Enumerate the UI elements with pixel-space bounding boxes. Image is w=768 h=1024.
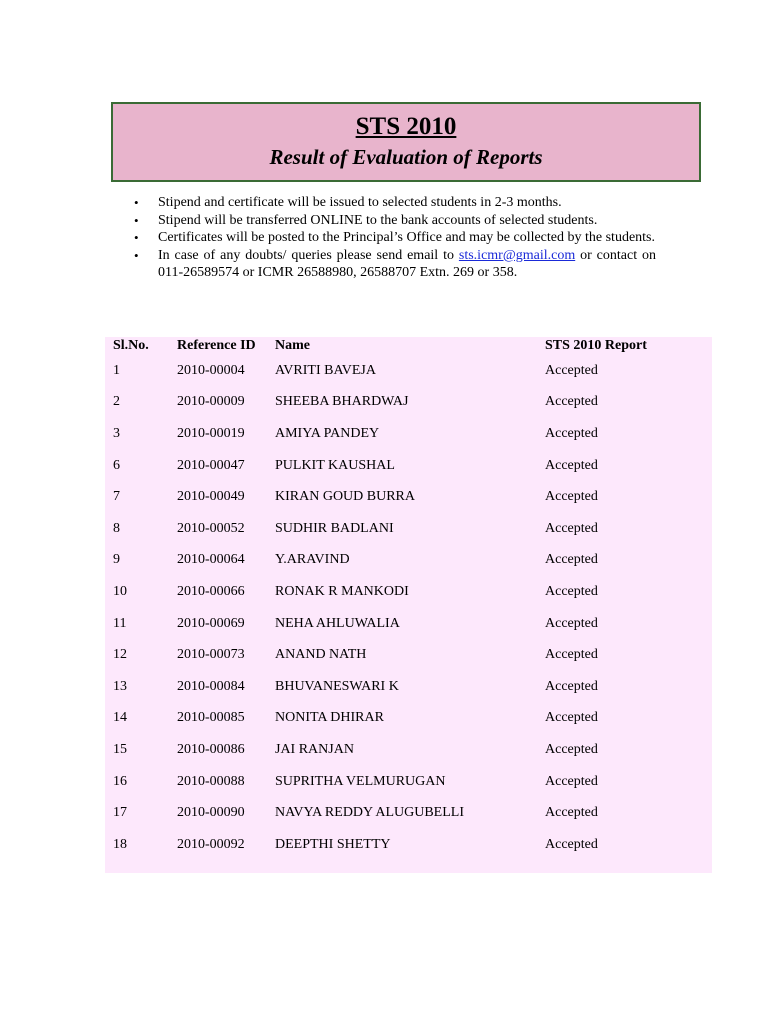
page-title: STS 2010	[355, 113, 457, 140]
cell-name: JAI RANJAN	[275, 741, 354, 757]
cell-sl-no: 6	[113, 457, 120, 473]
cell-sl-no: 17	[113, 805, 127, 821]
table-row	[105, 387, 712, 419]
note-text: Stipend will be transferred ONLINE to the bank accounts of selected students.	[158, 212, 598, 228]
note-text: Certificates will be posted to the Principal’s Office and may be collected by the students.	[158, 230, 655, 245]
cell-name: SUPRITHA VELMURUGAN	[275, 773, 446, 789]
cell-sl-no: 15	[113, 741, 127, 757]
note-item	[110, 212, 656, 230]
cell-report: Accepted	[545, 583, 598, 599]
cell-reference-id: 2010-00009	[177, 394, 245, 410]
table-row	[105, 576, 712, 608]
cell-reference-id: 2010-00047	[177, 457, 245, 473]
table-row	[105, 671, 712, 703]
cell-name: ANAND NATH	[275, 647, 367, 663]
cell-reference-id: 2010-00085	[177, 710, 245, 726]
cell-name: RONAK R MANKODI	[275, 583, 409, 599]
cell-reference-id: 2010-00069	[177, 615, 245, 631]
table-row	[105, 450, 712, 482]
contact-email-link[interactable]: sts.icmr@gmail.com	[458, 247, 576, 263]
cell-name: KIRAN GOUD BURRA	[275, 489, 416, 505]
note-item-contact	[110, 247, 656, 282]
cell-reference-id: 2010-00092	[177, 836, 245, 852]
contact-text-before: In case of any doubts/ queries please send email to	[158, 247, 459, 263]
table-row	[105, 734, 712, 766]
table-row	[105, 703, 712, 735]
contact-text-after: or contact on 011-26589574 or ICMR 26588980, 26588707 Extn. 269 or 358.	[158, 247, 656, 280]
table-row	[105, 797, 712, 829]
cell-report: Accepted	[545, 647, 598, 663]
table-row	[105, 545, 712, 577]
cell-reference-id: 2010-00064	[177, 552, 245, 568]
cell-sl-no: 11	[113, 615, 127, 631]
cell-name: BHUVANESWARI K	[275, 678, 399, 694]
cell-report: Accepted	[545, 362, 598, 378]
bullet-icon: •	[134, 212, 139, 228]
cell-sl-no: 9	[113, 552, 120, 568]
cell-reference-id: 2010-00052	[177, 520, 245, 536]
cell-report: Accepted	[545, 489, 598, 505]
cell-reference-id: 2010-00019	[177, 425, 245, 441]
header-name: Name	[275, 338, 310, 353]
cell-sl-no: 8	[113, 520, 120, 536]
cell-reference-id: 2010-00049	[177, 489, 245, 505]
cell-name: NEHA AHLUWALIA	[275, 615, 400, 631]
cell-sl-no: 10	[113, 583, 127, 599]
title-box	[111, 102, 701, 182]
cell-name: AMIYA PANDEY	[275, 425, 380, 441]
results-table	[105, 337, 712, 861]
cell-report: Accepted	[545, 615, 598, 631]
cell-report: Accepted	[545, 394, 598, 410]
cell-name: AVRITI BAVEJA	[275, 362, 376, 378]
table-row	[105, 418, 712, 450]
cell-sl-no: 13	[113, 678, 127, 694]
cell-reference-id: 2010-00086	[177, 741, 245, 757]
cell-report: Accepted	[545, 552, 598, 568]
cell-reference-id: 2010-00090	[177, 805, 245, 821]
cell-report: Accepted	[545, 710, 598, 726]
cell-name: PULKIT KAUSHAL	[275, 457, 395, 473]
table-row	[105, 829, 712, 861]
cell-name: SHEEBA BHARDWAJ	[275, 394, 409, 410]
table-body	[105, 355, 712, 861]
cell-report: Accepted	[545, 773, 598, 789]
cell-sl-no: 2	[113, 394, 120, 410]
cell-sl-no: 1	[113, 362, 120, 378]
notes-list	[110, 194, 656, 282]
cell-sl-no: 14	[113, 710, 127, 726]
cell-reference-id: 2010-00088	[177, 773, 245, 789]
cell-report: Accepted	[545, 836, 598, 852]
bullet-icon: •	[134, 247, 139, 263]
cell-report: Accepted	[545, 805, 598, 821]
cell-sl-no: 7	[113, 489, 120, 505]
cell-report: Accepted	[545, 457, 598, 473]
cell-report: Accepted	[545, 678, 598, 694]
cell-name: NONITA DHIRAR	[275, 710, 384, 726]
cell-sl-no: 3	[113, 425, 120, 441]
cell-sl-no: 16	[113, 773, 127, 789]
table-row	[105, 639, 712, 671]
cell-name: Y.ARAVIND	[275, 552, 350, 568]
page-subtitle: Result of Evaluation of Reports	[269, 145, 543, 169]
cell-report: Accepted	[545, 425, 598, 441]
results-table-container	[105, 337, 712, 873]
bullet-icon: •	[134, 230, 139, 245]
cell-report: Accepted	[545, 741, 598, 757]
table-header-row	[105, 337, 712, 355]
note-text: Stipend and certificate will be issued to selected students in 2-3 months.	[158, 195, 562, 210]
cell-reference-id: 2010-00004	[177, 362, 245, 378]
cell-name: DEEPTHI SHETTY	[275, 836, 391, 852]
cell-reference-id: 2010-00073	[177, 647, 245, 663]
bullet-icon: •	[134, 195, 139, 210]
cell-report: Accepted	[545, 520, 598, 536]
cell-name: NAVYA REDDY ALUGUBELLI	[275, 805, 464, 821]
cell-reference-id: 2010-00066	[177, 583, 245, 599]
table-row	[105, 766, 712, 798]
table-row	[105, 481, 712, 513]
header-report: STS 2010 Report	[545, 338, 647, 353]
cell-sl-no: 12	[113, 647, 127, 663]
cell-sl-no: 18	[113, 836, 127, 852]
table-row	[105, 355, 712, 387]
header-reference-id: Reference ID	[177, 338, 256, 353]
note-item	[110, 194, 656, 212]
note-item	[110, 229, 656, 247]
cell-reference-id: 2010-00084	[177, 678, 245, 694]
table-row	[105, 608, 712, 640]
table-row	[105, 513, 712, 545]
header-sl-no: Sl.No.	[113, 338, 149, 353]
cell-name: SUDHIR BADLANI	[275, 520, 394, 536]
